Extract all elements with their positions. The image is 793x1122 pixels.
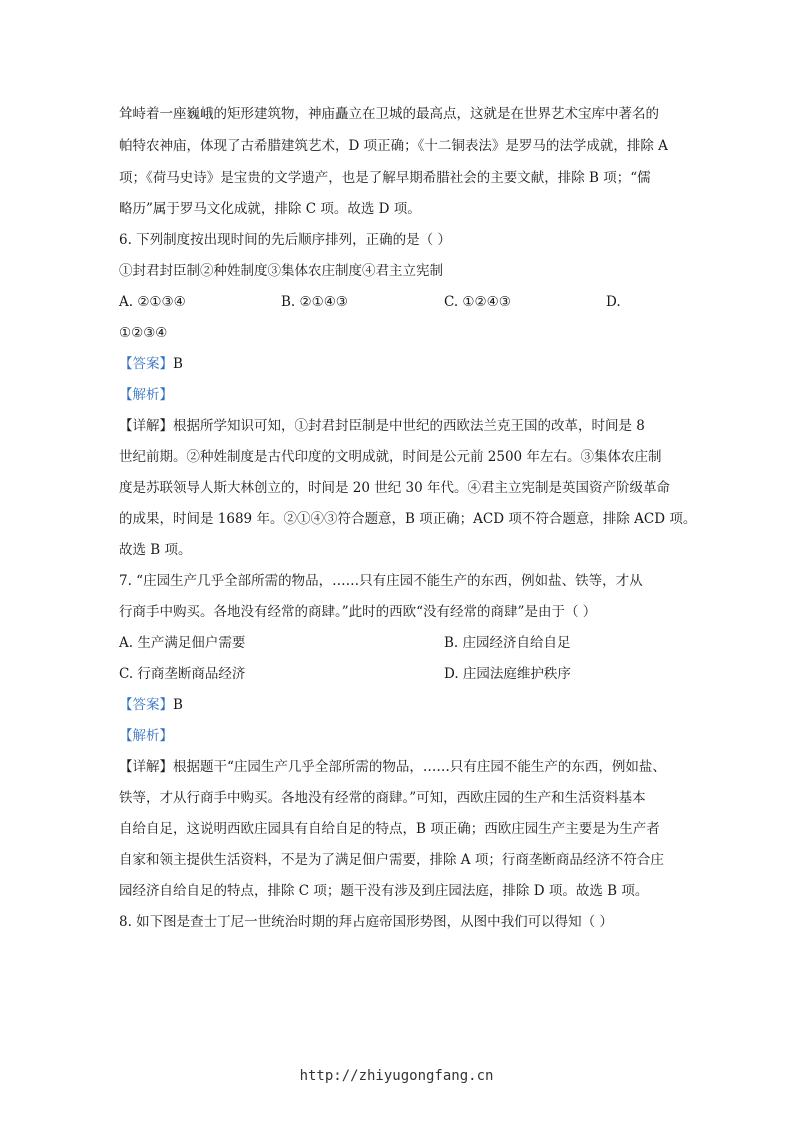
footer-url: http://zhiyugongfang.cn xyxy=(299,1068,494,1084)
answer-tag: 【答案】 xyxy=(119,356,173,372)
q6-items: ①封君封臣制②种姓制度③集体农庄制度④君主立宪制 xyxy=(119,263,443,279)
q7-detail-line: 园经济自给自足的特点，排除 C 项；题干没有涉及到庄园法庭，排除 D 项。故选 B 项。 xyxy=(119,883,649,899)
continuation-line: 帕特农神庙，体现了古希腊建筑艺术，D 项正确；《十二铜表法》是罗马的法学成就，排除 A xyxy=(119,138,668,154)
q7-answer xyxy=(119,695,183,715)
q6-option-c: C. ①②④③ xyxy=(444,294,511,310)
q6-option-d-text: ①②③④ xyxy=(119,325,168,341)
q6-option-a: A. ②①③④ xyxy=(119,294,186,310)
detail-text: 根据题干“庄园生产几乎全部所需的物品，……只有庄园不能生产的东西，例如盐、 xyxy=(173,759,666,775)
q7-option-a: A. 生产满足佃户需要 xyxy=(119,635,246,651)
q7-detail-line xyxy=(119,757,666,777)
detail-tag: 【详解】 xyxy=(119,418,173,434)
q7-detail-line: 自给自足，这说明西欧庄园具有自给自足的特点，B 项正确；西欧庄园生产主要是为生产者 xyxy=(119,821,660,837)
detail-tag: 【详解】 xyxy=(119,759,173,775)
q7-analysis-tag: 【解析】 xyxy=(119,728,173,744)
q6-detail-line: 故选 B 项。 xyxy=(119,542,192,558)
q6-detail-line xyxy=(119,416,645,436)
detail-text: 根据所学知识可知，①封君封臣制是中世纪的西欧法兰克王国的改革，时间是 8 xyxy=(173,418,645,434)
q7-stem: 7. “庄园生产几乎全部所需的物品，……只有庄园不能生产的东西，例如盐、铁等，才从 xyxy=(119,573,643,589)
answer-value: B xyxy=(173,697,183,713)
q6-answer xyxy=(119,354,183,374)
q6-detail-line: 世纪前期。②种姓制度是古代印度的文明成就，时间是公元前 2500 年左右。③集体农庄制 xyxy=(119,449,662,465)
q7-option-b: B. 庄园经济自给自足 xyxy=(444,635,571,651)
answer-value: B xyxy=(173,356,183,372)
q7-detail-line: 自家和领主提供生活资料，不是为了满足佃户需要，排除 A 项；行商垄断商品经济不符合庄 xyxy=(119,852,664,868)
q6-option-b: B. ②①④③ xyxy=(281,294,348,310)
q7-detail-line: 铁等，才从行商手中购买。各地没有经常的商肆。”可知，西欧庄园的生产和生活资料基本 xyxy=(119,790,646,806)
q8-stem: 8. 如下图是查士丁尼一世统治时期的拜占庭帝国形势图，从图中我们可以得知（ ） xyxy=(119,914,613,930)
q6-detail-line: 的成果，时间是 1689 年。②①④③符合题意，B 项正确；ACD 项不符合题意，排除 ACD 项。 xyxy=(119,511,697,527)
q6-option-d: D. xyxy=(606,294,621,310)
continuation-line: 耸峙着一座巍峨的矩形建筑物，神庙矗立在卫城的最高点，这就是在世界艺术宝库中著名的 xyxy=(119,106,659,122)
q6-detail-line: 度是苏联领导人斯大林创立的，时间是 20 世纪 30 年代。④君主立宪制是英国资产阶级革命 xyxy=(119,480,671,496)
q7-option-c: C. 行商垄断商品经济 xyxy=(119,666,246,682)
q6-stem: 6. 下列制度按出现时间的先后顺序排列，正确的是（ ） xyxy=(119,232,451,248)
continuation-line: 项；《荷马史诗》是宝贵的文学遗产，也是了解早期希腊社会的主要文献，排除 B 项；“儒 xyxy=(119,170,651,186)
q6-analysis-tag: 【解析】 xyxy=(119,387,173,403)
continuation-line: 略历”属于罗马文化成就，排除 C 项。故选 D 项。 xyxy=(119,201,421,217)
q7-option-d: D. 庄园法庭维护秩序 xyxy=(444,666,571,682)
q7-stem: 行商手中购买。各地没有经常的商肆。”此时的西欧“没有经常的商肆”是由于（ ） xyxy=(119,604,597,620)
answer-tag: 【答案】 xyxy=(119,697,173,713)
